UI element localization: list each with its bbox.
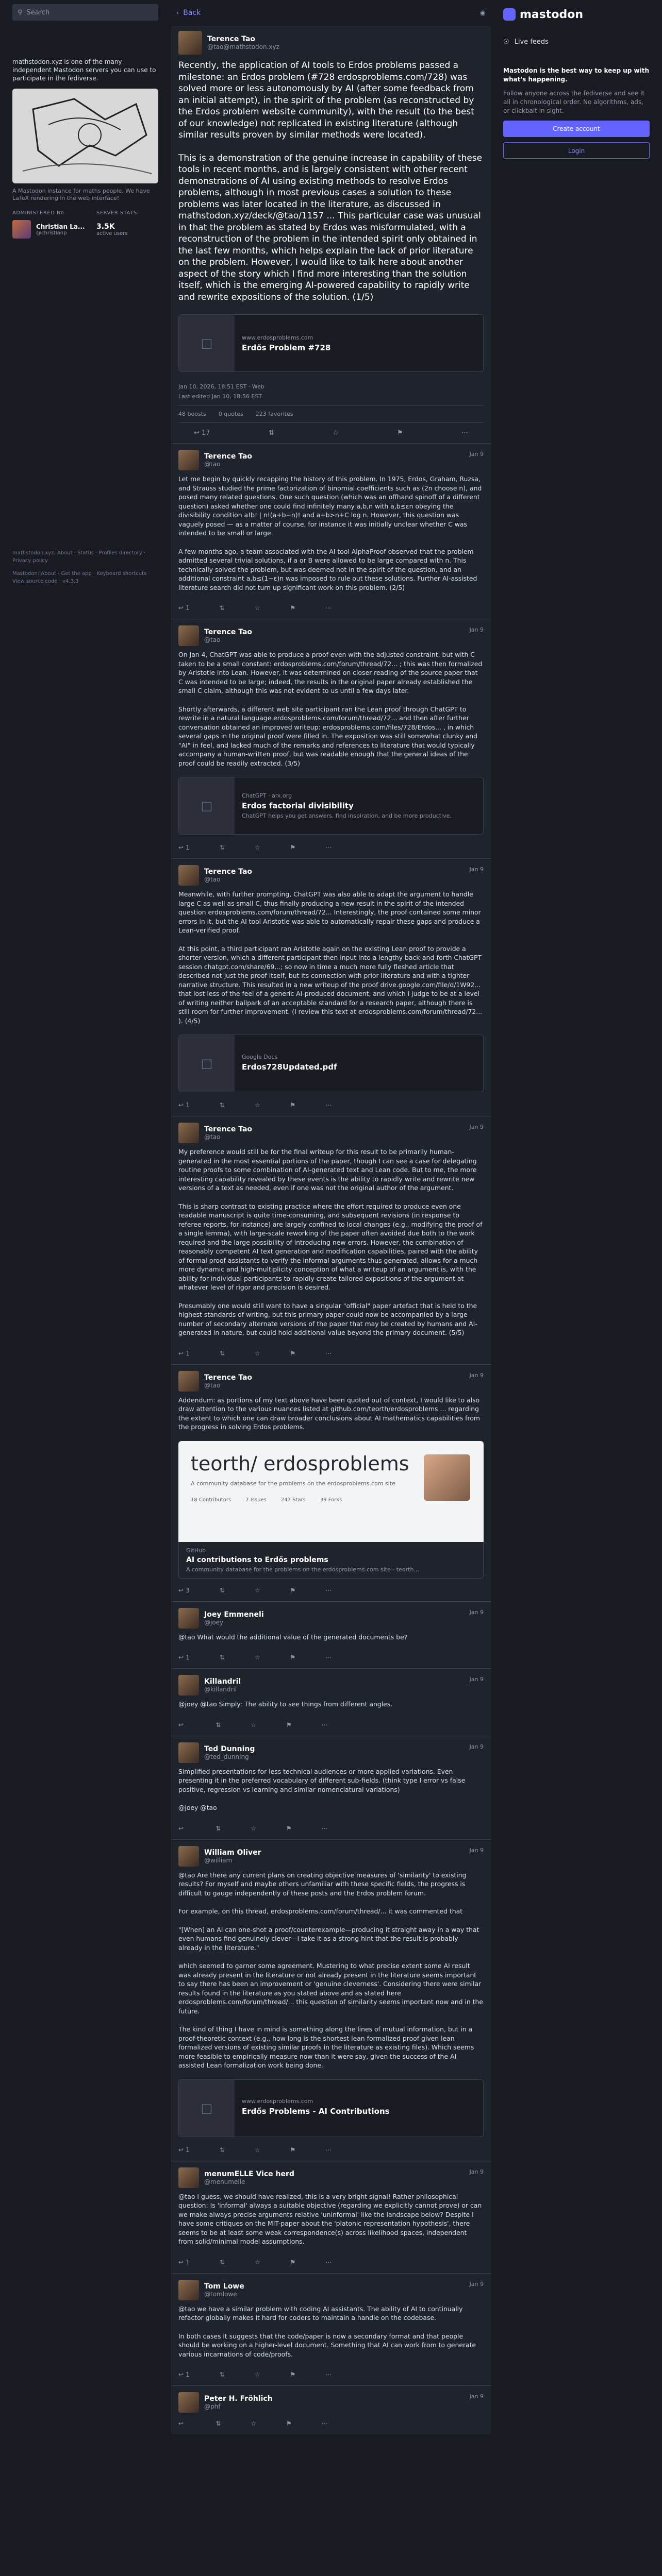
reply-status [171, 619, 491, 858]
search-icon: ⚲ [18, 8, 23, 16]
bookmark-button[interactable]: ⚑ [290, 1654, 296, 1661]
link-card-source: GitHub [186, 1547, 206, 1554]
status-content [178, 1700, 484, 1709]
status-content [178, 1633, 484, 1642]
reply-button[interactable]: ↩ 1 [178, 1101, 190, 1109]
display-name[interactable]: Terence Tao [204, 628, 253, 636]
server-caption: A Mastodon instance for maths people. We have LaTeX rendering in the web interface! [12, 188, 150, 201]
status-paragraph: "[When] an AI can one-shot a proof/counterexample—producing it straight away in a way that even humans find genuinely clever—I take it as a strong hint that the result is probably already in the literature." [178, 1925, 479, 1952]
create-account-button[interactable]: Create account [503, 121, 650, 137]
favourites-count[interactable]: 223 favorites [255, 411, 293, 417]
edited-label[interactable]: Last edited Jan 10, 18:56 EST [178, 393, 262, 400]
search-input[interactable]: Search [26, 8, 50, 16]
quotes-count[interactable]: 0 quotes [218, 411, 243, 417]
reply-status [171, 1668, 491, 1736]
avatar[interactable] [178, 2392, 199, 2413]
reply-status [171, 2385, 491, 2434]
status-time[interactable]: Jan 9 [469, 1371, 484, 1379]
admin-avatar[interactable] [12, 220, 31, 239]
reply-button[interactable]: ↩ [178, 1824, 184, 1832]
display-name[interactable]: Tom Lowe [204, 2282, 244, 2291]
account-handle: @menumelle [204, 2178, 245, 2185]
display-name[interactable]: Terence Tao [204, 868, 253, 876]
promo-title: Mastodon is the best way to keep up with what's happening. [503, 67, 649, 83]
status-time[interactable]: Jan 9 [469, 1608, 484, 1616]
bookmark-button[interactable]: ⚑ [286, 2420, 292, 2427]
status-paragraph: Addendum: as portions of my text above have been quoted out of context, I would like to also draw attention to the various nuances listed at github.com/teorth/erdosproblems ... regarding the extent to which one can draw broader conclusions about AI mathematics capabilities from the progress in solving Erdos problems. [178, 1396, 480, 1431]
reply-button[interactable]: ↩ 1 [178, 2258, 190, 2266]
reply-status [171, 1736, 491, 1839]
display-name[interactable]: William Oliver [204, 1848, 261, 1857]
link-card-thumbnail: □ [179, 777, 235, 835]
thread-column [171, 0, 491, 2434]
replies-list [171, 443, 491, 2434]
back-arrow-icon[interactable]: ‹ [176, 9, 179, 17]
account-handle: @tao [204, 1381, 221, 1389]
status-time[interactable]: Jan 9 [469, 1124, 484, 1130]
boost-button[interactable]: ⇅ [219, 1654, 225, 1661]
bookmark-button[interactable]: ⚑ [286, 1721, 292, 1728]
active-users-label: active users [96, 230, 128, 236]
favourite-button[interactable]: ☆ [254, 1654, 260, 1661]
link-card-description: A community database for the problems on the erdosproblems.com site - teorth... [186, 1566, 419, 1573]
favourite-button[interactable]: ☆ [254, 1349, 260, 1357]
status-paragraph: @tao we have a similar problem with coding AI assistants. The ability of AI to continually refactor globally makes it hard for coders to maintain a handle on the codebase. [178, 2304, 463, 2321]
boost-button[interactable]: ⇅ [216, 1721, 221, 1728]
reply-button[interactable]: ↩ 1 [178, 844, 190, 851]
status-paragraph: A few months ago, a team associated with the AI tool AlphaProof observed that the problem admitted several trivial solutions, if a or B were allowed to be large compared with n. This technically solved the problem, but was deemed not in the spirit of the question, and an additional constraint a,b≤(1−ε)n was imposed to rule out these solutions. Further AI-assisted literature search did not turn up significant work on this problem. (2/5) [178, 547, 477, 591]
admin-label: ADMINISTERED BY: [12, 210, 65, 216]
mastodon-logo[interactable] [503, 0, 650, 29]
display-name[interactable]: Ted Dunning [204, 1744, 255, 1753]
github-card-caption[interactable] [178, 1542, 484, 1579]
bookmark-button[interactable]: ⚑ [290, 844, 296, 851]
avatar[interactable] [178, 1608, 199, 1629]
more-button[interactable]: ⋯ [325, 2258, 332, 2266]
display-name[interactable]: Killandril [204, 1677, 241, 1686]
status-content [178, 2304, 484, 2359]
favourite-button[interactable]: ☆ [254, 2146, 260, 2154]
reply-button[interactable]: ↩ 1 [178, 1654, 190, 1661]
status-paragraph: @tao What would the additional value of the generated documents be? [178, 1633, 408, 1641]
avatar[interactable] [178, 2167, 199, 2188]
avatar[interactable] [178, 1846, 199, 1867]
reply-status [171, 1364, 491, 1601]
boost-button[interactable]: ⇅ [219, 2146, 225, 2154]
status-content [178, 890, 484, 1025]
boost-button[interactable]: ⇅ [219, 1586, 225, 1594]
admin-handle: @christianp [36, 230, 67, 236]
status-time[interactable]: Jan 9 [469, 451, 484, 457]
github-preview-image[interactable] [178, 1441, 484, 1542]
boost-button[interactable]: ⇅ [219, 2258, 225, 2266]
more-button[interactable]: ⋯ [325, 2371, 332, 2378]
bookmark-button[interactable]: ⚑ [290, 2258, 296, 2266]
display-name[interactable]: Terence Tao [204, 1125, 253, 1133]
reply-button[interactable]: ↩ 1 [178, 2371, 190, 2378]
globe-icon: ☉ [503, 38, 509, 46]
status-content [178, 1871, 484, 2070]
live-feeds-link[interactable] [503, 38, 650, 46]
link-card-thumbnail: □ [179, 314, 235, 372]
status-content [178, 650, 484, 768]
account-handle: @tao [204, 1133, 221, 1141]
link-card-description: ChatGPT helps you get answers, find inspiration, and be more productive. [242, 812, 452, 819]
footer-mastodon-links[interactable]: Mastodon: About · Get the app · Keyboard shortcuts · View source code · v4.3.3 [12, 571, 150, 584]
link-card[interactable] [178, 2079, 484, 2137]
github-repo-title: teorth/ erdosproblems [191, 1452, 409, 1475]
more-button[interactable]: ⋯ [321, 2420, 328, 2427]
status-content [178, 2192, 484, 2246]
status-time[interactable]: Jan 9 [469, 626, 484, 633]
boost-button[interactable]: ⇅ [219, 1349, 225, 1357]
reply-button[interactable]: ↩ 1 [178, 604, 190, 612]
account-handle: @phf [204, 2403, 221, 2410]
status-paragraph: @tao Are there any current plans on creating objective measures of 'similarity' to existing results? For myself and maybe others unfamiliar with these specific fields, the progress is difficult to gauge independently of these posts and the Erdos problem forum. [178, 1871, 467, 1897]
mastodon-icon [503, 8, 516, 21]
boost-button[interactable]: ⇅ [219, 604, 225, 612]
status-paragraph: My preference would still be for the final writeup for this result to be primarily human-generated in the most essential portions of the paper, though I can see a case for delegating routine proofs to some combination of AI-generated text and Lean code. But to me, the more interesting capability revealed by these events is the ability to rapidly write and rewrite new versions of a text as needed, even if one was not the original author of the argument. [178, 1148, 477, 1192]
status-paragraph: Shortly afterwards, a different web site participant ran the Lean proof through ChatGPT to rewrite in a natural language erdosproblems.com/forum/thread/72... and then after further conversation obtained an improved writeup: erdosproblems.com/files/728/Erdos... , in which several gaps in the original proof were filled in. The exposition was still somewhat clunky and "AI" in feel, and lacked much of the remarks and references to literature that would typically accompany a human-written proof, but was readable enough that the general ideas of the proof could be readily extracted. (3/5) [178, 705, 477, 767]
promo-subtitle: Follow anyone across the fediverse and see it all in chronological order. No algorithms, ads, or clickbait in sight. [503, 90, 645, 114]
display-name[interactable]: Joey Emmeneli [204, 1610, 264, 1619]
active-users-count: 3.5K [96, 222, 115, 231]
favourite-button[interactable]: ☆ [251, 1721, 256, 1728]
more-button[interactable]: ⋯ [321, 1721, 328, 1728]
github-stat: 39 Forks [320, 1497, 342, 1503]
favourite-button[interactable]: ☆ [254, 2371, 260, 2378]
favourite-button[interactable]: ☆ [254, 604, 260, 612]
display-name[interactable]: Terence Tao [204, 452, 253, 461]
account-handle: @tao@mathstodon.xyz [207, 43, 279, 50]
avatar[interactable] [178, 31, 202, 55]
favourite-button[interactable]: ☆ [254, 1586, 260, 1594]
avatar[interactable] [178, 865, 199, 886]
more-button[interactable]: ⋯ [325, 844, 332, 851]
status-paragraph: At this point, a third participant ran Aristotle again on the existing Lean proof to provide a shorter version, which a different participant then input into a lengthy back-and-forth ChatGPT session chatgpt.com/share/69...; so now in time a much more fully fleshed article that described not just the proof itself, but its connection with prior literature and with a tighter narrative structure. This resulted in a new writeup of the proof drive.google.com/file/d/1W92... that lost less of the feel of a generic AI-produced document, and which I judge to be at a level of writing neither ballpark of an acceptable standard for a research paper, although there is still room for further improvement. (I review this text at erdosproblems.com/forum/thread/72... ). (4/5) [178, 944, 483, 1025]
status-paragraph: Let me begin by quickly recapping the history of this problem. In 1975, Erdos, Graham, Ruzsa, and Strauss studied the prime factorization of binomial coefficients such as (2n choose n), and posed many related questions. One such question (which was an offhand spinoff of a different question) asked whether one could find infinitely many a,b,n with a,b≤εn obeying the divisibility condition a!b! | n!(a+b−n)! and a+b>n+C log n. However, this question was vaguely posed — as a matter of course, for instance it was initially unclear whether C was intended to be small or large. [178, 475, 482, 537]
display-name[interactable]: Terence Tao [204, 1373, 253, 1382]
favourite-button[interactable]: ☆ [254, 2258, 260, 2266]
back-button[interactable]: Back [183, 9, 201, 17]
avatar[interactable] [178, 1742, 199, 1763]
status-timestamp[interactable]: Jan 10, 2026, 18:51 EST · Web [178, 383, 264, 390]
bookmark-button[interactable]: ⚑ [286, 1824, 292, 1832]
github-stat: 18 Contributors [191, 1497, 231, 1503]
avatar[interactable] [178, 625, 199, 646]
favourite-button[interactable]: ☆ [251, 2420, 256, 2427]
boosts-count[interactable]: 48 boosts [178, 411, 206, 417]
more-button[interactable]: ⋯ [325, 604, 332, 612]
reply-status [171, 1839, 491, 2161]
bookmark-button[interactable]: ⚑ [290, 2146, 296, 2154]
avatar[interactable] [178, 2280, 199, 2300]
status-paragraph: On Jan 4, ChatGPT was able to produce a proof even with the adjusted constraint, but with C taken to be a small constant: erdosproblems.com/forum/thread/72... ; this was then formalized by Aristotle into Lean. However, it was determined on closer reading of the source paper that C was intended to be large; indeed, the results in the original paper already established the small C claim, although this was not evident to us until a few days later. [178, 651, 483, 694]
bookmark-button[interactable]: ⚑ [290, 1101, 296, 1109]
reply-button[interactable]: ↩ [178, 2420, 184, 2427]
account-handle: @killandril [204, 1686, 237, 1693]
status-paragraph: Meanwhile, with further prompting, ChatGPT was also able to adapt the argument to handle large C as well as small C, thus finally producing a new result in the spirit of the intended question erdosproblems.com/forum/thread/72... Interestingly, the proof contained some minor errors in it, but the AI tool Aristotle was able to automatically repair these gaps and produce a Lean-verified proof. [178, 890, 481, 934]
signup-promo [503, 66, 650, 115]
status-paragraph: which seemed to garner some agreement. Mustering to what precise extent some AI result was already present in the literature or not already present in the literature seems important to say there has been an improvement or 'genuine cleverness'. Considering there were similar results found in the literature as you stated above and as stated here erdosproblems.com/forum/thread/... this question of similarity seems important now and in the future. [178, 1962, 484, 2015]
boost-button[interactable]: ⇅ [219, 2371, 225, 2378]
display-name[interactable]: Terence Tao [207, 35, 256, 43]
boost-button[interactable]: ⇅ [216, 2420, 221, 2427]
link-card-title: Erdos factorial divisibility [242, 801, 354, 810]
status-paragraph: The kind of thing I have in mind is something along the lines of mutual information, but in a proof-theoretic context (e.g., how long is the shortest lean formalized proof given lean formalized versions of existing similar proofs in the literature as existing files). Which seems more feasible to empirically measure now than it were say, given the success of the AI assisted Lean formalization work being done. [178, 2025, 474, 2069]
account-handle: @tao [204, 636, 221, 643]
footer [12, 549, 158, 585]
boost-button[interactable]: ⇅ [216, 1824, 221, 1832]
reply-status [171, 2161, 491, 2273]
more-button[interactable]: ⋯ [321, 1824, 328, 1832]
more-button[interactable]: ⋯ [325, 1101, 332, 1109]
bookmark-button[interactable]: ⚑ [290, 2371, 296, 2378]
link-card-title: Erdős Problem #728 [242, 343, 331, 352]
avatar[interactable] [178, 1675, 199, 1696]
status-paragraph: In both cases it suggests that the code/paper is now a secondary format and that people should be working on a higher-level document. Something that AI can work from to generate various incarnations of code/proofs. [178, 2332, 476, 2358]
link-card-thumbnail: □ [179, 2079, 235, 2137]
status-time[interactable]: Jan 9 [469, 2393, 484, 2400]
reply-button[interactable]: ↩ [178, 1721, 184, 1728]
footer-server-links[interactable]: mathstodon.xyz: About · Status · Profiles directory · Privacy policy [12, 550, 146, 564]
boost-button[interactable]: ⇅ [268, 429, 274, 437]
reply-button[interactable]: ↩ 17 [194, 429, 210, 437]
brand-name: mastodon [520, 8, 584, 21]
reply-button[interactable]: ↩ 1 [178, 1349, 190, 1357]
account-handle: @joey [204, 1618, 224, 1626]
reply-status [171, 1116, 491, 1364]
status-content [178, 1147, 484, 1337]
status-paragraph: @tao I guess, we should have realized, this is a very bright signal! Rather philosophical question: Is 'informal' always a suitable objective (regarding we explicitly cannot prove) or can we make always precise arguments relative 'uninformal' like the landscape below? Despite I have some critiques on the MIT-paper about the 'platonic representation hypothesis', there seems to be at least some weak correspondence(s) across likelihood spaces, independent from solid/minimal model assumptions. [178, 2192, 482, 2245]
link-card-title: Erdős Problems - AI Contributions [242, 2107, 390, 2116]
github-stat: 7 Issues [245, 1497, 267, 1503]
status-time[interactable]: Jan 9 [469, 1846, 484, 1854]
login-button[interactable]: Login [503, 142, 650, 159]
more-button[interactable]: ⋯ [325, 2146, 332, 2154]
status-paragraph: For example, on this thread, erdosproblems.com/forum/thread/... it was commented that [178, 1907, 463, 1915]
status-paragraph: @joey @tao [178, 1804, 217, 1811]
boost-button[interactable]: ⇅ [219, 1101, 225, 1109]
avatar[interactable] [178, 1371, 199, 1392]
status-paragraph: This is sharp contrast to existing practice where the effort required to produce even one readable manuscript is quite time-consuming, and subsequent revisions (in response to referee reports, for instance) are largely confined to local changes (e.g., modifying the proof of a single lemma), with large-scale reworking of the paper often avoided due both to the work required and the large possibility of introducing new errors. However, the combination of reasonably competent AI text generation and modification capabilities, paired with the ability of formal proof assistants to verify the informal arguments thus generated, allows for a much more dynamic and high-multiplicity conception of what a writeup of an argument is, with the ability for individual participants to rapidly create tailored expositions of the argument at whatever level of rigor and precision is desired. [178, 1202, 483, 1291]
reply-status [171, 1601, 491, 1669]
status-time[interactable]: Jan 9 [469, 866, 484, 873]
bookmark-button[interactable]: ⚑ [397, 429, 403, 437]
reply-status [171, 443, 491, 619]
more-button[interactable]: ⋯ [461, 429, 468, 437]
repo-owner-avatar [424, 1454, 470, 1501]
eye-icon[interactable]: ◉ [479, 9, 486, 17]
right-sidebar [503, 0, 650, 159]
status-time[interactable]: Jan 9 [469, 1676, 484, 1683]
display-name[interactable]: Peter H. Fröhlich [204, 2395, 273, 2403]
favourite-button[interactable]: ☆ [251, 1824, 256, 1832]
boost-button[interactable]: ⇅ [219, 844, 225, 851]
status-content [178, 474, 484, 592]
link-card[interactable] [178, 777, 484, 835]
admin-name[interactable]: Christian La... [36, 223, 85, 230]
link-card[interactable] [178, 314, 484, 372]
status-time[interactable]: Jan 9 [469, 2280, 484, 2287]
more-button[interactable]: ⋯ [325, 1654, 332, 1661]
link-card[interactable] [178, 1035, 484, 1092]
account-handle: @tomlowe [204, 2290, 237, 2298]
server-intro: mathstodon.xyz is one of the many independent Mastodon servers you can use to participate in the fediverse. [12, 58, 156, 82]
status-paragraph: Recently, the application of AI tools to Erdos problems passed a milestone: an Erdos problem (#728 erdosproblems.com/728) was solved more or less autonomously by AI (after some feedback from an initial attempt), in the spirit of the problem (as reconstructed by the Erdos problem website community), with the result (to the best of our knowledge) not replicated in existing literature (although similar results proven by similar methods were located). [178, 60, 474, 140]
avatar[interactable] [178, 1123, 199, 1143]
bookmark-button[interactable]: ⚑ [290, 1586, 296, 1594]
status-time[interactable]: Jan 9 [469, 2168, 484, 2175]
status-paragraph: This is a demonstration of the genuine increase in capability of these tools in recent months, and is largely consistent with other recent demonstrations of AI using existing methods to resolve Erdos problems, although in most previous cases a solution to these problems was later located in the literature, as discussed in mathstodon.xyz/deck/@tao/1157 ... This particular case was unusual in that the problem as stated by Erdos was misformulated, with a reconstruction of the problem in the intended spirit only obtained in the last few months, which helps explain the lack of prior literature on the problem. However, I would like to talk here about another aspect of the story which I find more interesting than the solution itself, which is the emerging AI-powered capability to rapidly write and rewrite expositions of the solution. (1/5) [178, 152, 483, 302]
account-handle: @tao [204, 876, 221, 883]
status-content [178, 60, 484, 303]
reply-status [171, 858, 491, 1116]
account-handle: @ted_dunning [204, 1753, 249, 1760]
favourite-button[interactable]: ☆ [333, 429, 339, 437]
link-card-thumbnail: □ [179, 1035, 235, 1092]
github-repo-desc: A community database for the problems on the erdosproblems.com site [191, 1480, 395, 1487]
search-box[interactable] [12, 4, 158, 21]
link-card-source: ChatGPT · arx.org [242, 792, 292, 799]
link-card-title: Erdos728Updated.pdf [242, 1062, 337, 1072]
link-card-source: Google Docs [242, 1053, 278, 1060]
status-content [178, 1396, 484, 1432]
link-card-source: www.erdosproblems.com [242, 2098, 313, 2105]
status-paragraph: @joey @tao Simply: The ability to see things from different angles. [178, 1700, 393, 1708]
status-paragraph: Simplified presentations for less technical audiences or more applied variations. Even presenting it in the preferred vocabulary of different sub-fields. (think type I error vs false positive, regression vs learning and similar nomenclatural variations) [178, 1767, 466, 1793]
avatar[interactable] [178, 450, 199, 470]
account-handle: @tao [204, 461, 221, 468]
favourite-button[interactable]: ☆ [254, 844, 260, 851]
reply-button[interactable]: ↩ 1 [178, 2146, 190, 2154]
status-paragraph: Presumably one would still want to have a singular "official" paper artefact that is held to the highest standards of writing, but this primary paper could now be accompanied by a large number of secondary alternate versions of the paper that may be created by humans and AI-generated in nature, but could hold additional value beyond the primary document. (5/5) [178, 1301, 477, 1336]
status-content [178, 1767, 484, 1812]
more-button[interactable]: ⋯ [325, 1586, 332, 1594]
live-feeds-label: Live feeds [514, 38, 549, 46]
column-header [171, 0, 491, 26]
link-card-source: www.erdosproblems.com [242, 334, 313, 341]
favourite-button[interactable]: ☆ [254, 1101, 260, 1109]
bookmark-button[interactable]: ⚑ [290, 1349, 296, 1357]
bookmark-button[interactable]: ⚑ [290, 604, 296, 612]
stats-label: SERVER STATS: [96, 210, 139, 216]
left-sidebar [12, 4, 158, 584]
main-status [171, 26, 491, 443]
status-time[interactable]: Jan 9 [469, 1743, 484, 1750]
server-hero-image [12, 89, 158, 183]
github-stat: 247 Stars [280, 1497, 306, 1503]
link-card-title: AI contributions to Erdős problems [186, 1555, 328, 1564]
reply-button[interactable]: ↩ 3 [178, 1586, 190, 1594]
account-handle: @william [204, 1856, 233, 1864]
reply-status [171, 2273, 491, 2386]
more-button[interactable]: ⋯ [325, 1349, 332, 1357]
display-name[interactable]: menumELLE Vice herd [204, 2170, 294, 2178]
